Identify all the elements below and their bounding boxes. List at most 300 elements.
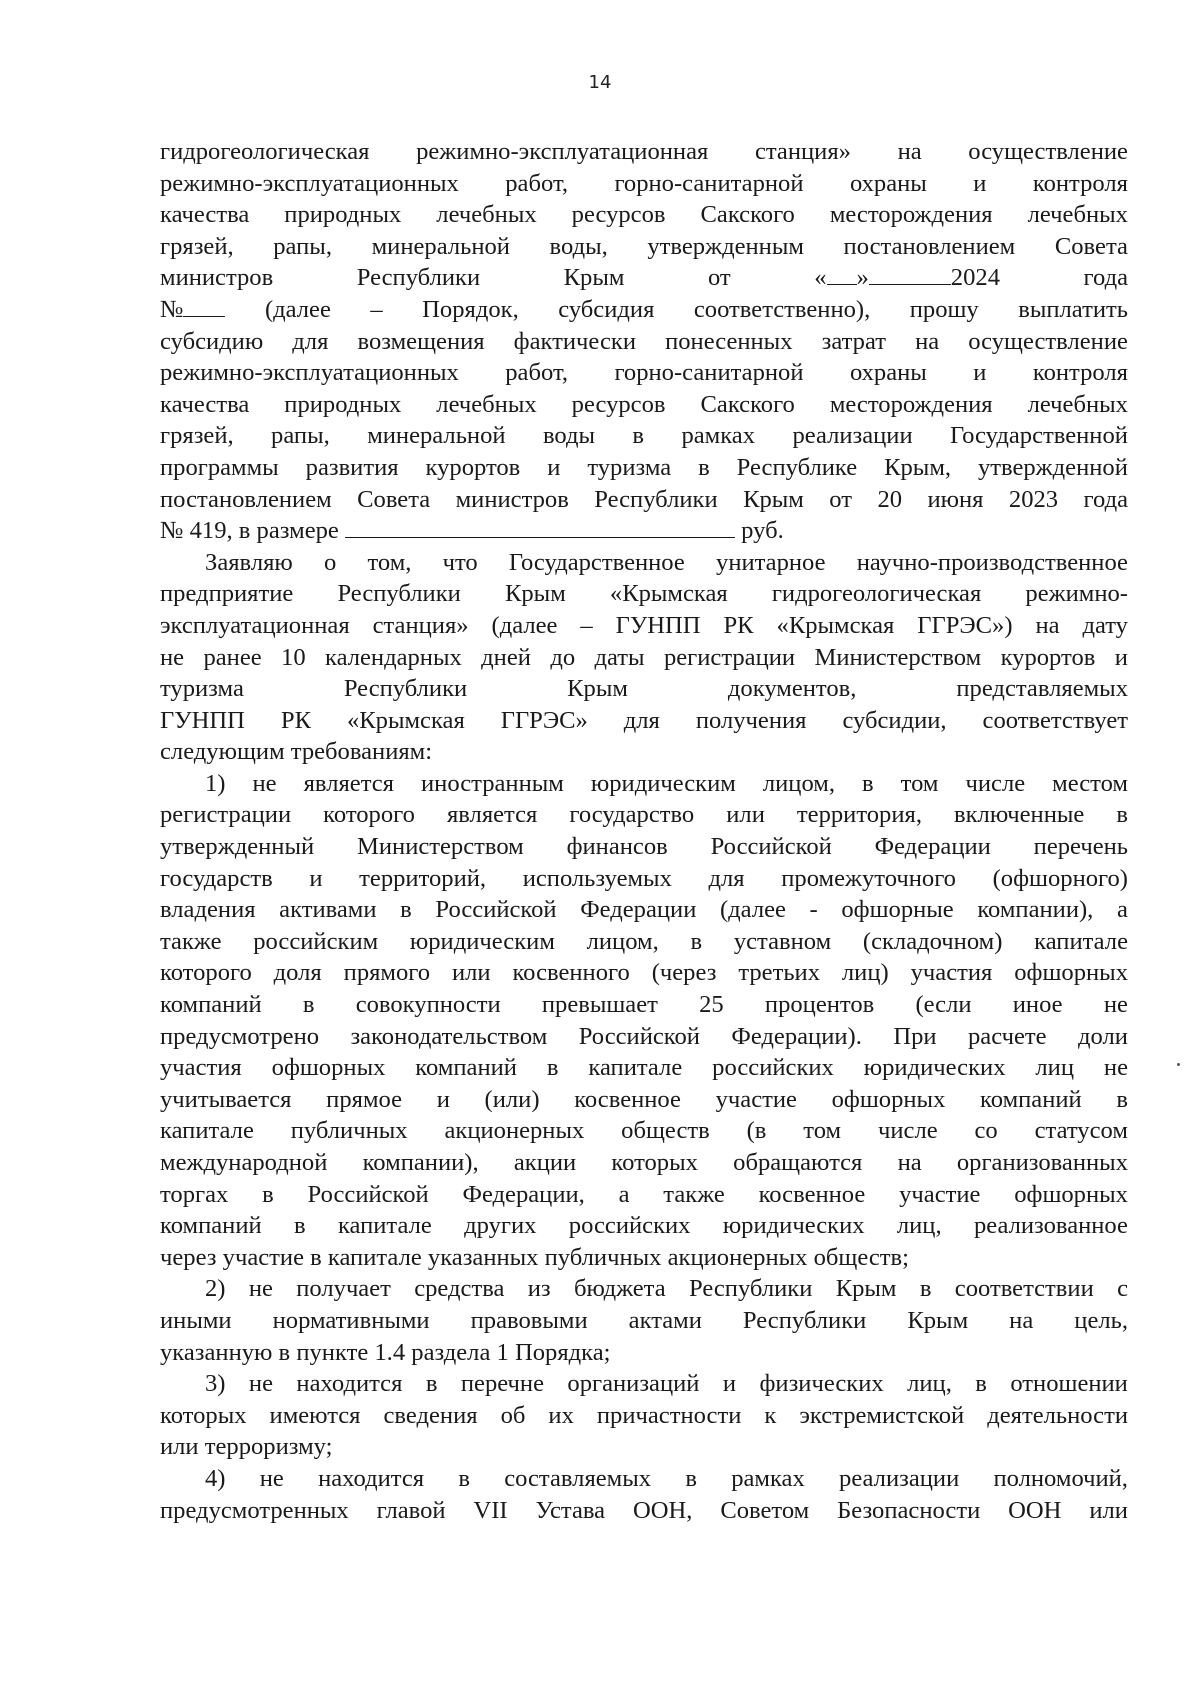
word: на	[897, 138, 922, 165]
word: календарных	[325, 643, 462, 671]
word: реализации	[839, 1464, 960, 1492]
word: рамках	[731, 1464, 805, 1492]
word: не	[259, 1464, 284, 1492]
word: соответственно),	[693, 295, 871, 323]
word: с	[1117, 1275, 1128, 1303]
word: российским	[253, 927, 379, 955]
word: дней	[481, 643, 531, 671]
word: лицом,	[586, 927, 659, 955]
word: (если	[915, 991, 972, 1019]
word: «Крымская	[776, 611, 895, 639]
word: также	[160, 927, 222, 955]
word: министров	[455, 485, 569, 513]
word: прямое	[326, 1085, 403, 1113]
word: Советом	[720, 1496, 810, 1524]
text-line	[160, 863, 1128, 895]
word: и	[436, 1085, 450, 1113]
text-line	[160, 452, 1128, 484]
text-line-number-blank	[160, 294, 1128, 326]
word: Совета	[1054, 232, 1128, 260]
word: в	[262, 1180, 274, 1208]
word: капитале	[588, 1054, 683, 1082]
text-line	[160, 357, 1128, 389]
word: государство	[569, 801, 695, 829]
word: и	[309, 864, 323, 892]
word: включенные	[954, 801, 1085, 829]
word: со	[974, 1117, 998, 1145]
word: не	[248, 1370, 273, 1398]
word: совокупности	[355, 991, 501, 1019]
word: курортов	[425, 453, 521, 481]
text-line	[160, 831, 1128, 863]
word: охраны	[849, 169, 927, 197]
word: Республики	[742, 1306, 867, 1334]
word: (складочном)	[862, 927, 1003, 955]
text-line: следующим требованиям:	[160, 738, 433, 766]
word: имеются	[269, 1401, 361, 1429]
word: 20	[877, 485, 903, 513]
word: капитале	[160, 1117, 254, 1145]
word: для	[708, 864, 745, 892]
word: на	[915, 327, 940, 355]
word: активами	[279, 896, 377, 924]
word: государств	[160, 864, 273, 892]
word: затрат	[821, 327, 886, 355]
word: дату	[1082, 611, 1128, 639]
word: -	[809, 896, 818, 924]
word: в	[302, 991, 315, 1019]
word: участие	[899, 1180, 981, 1208]
word: туризма	[587, 453, 672, 481]
word: промежуточного	[781, 864, 956, 892]
text-line	[160, 705, 1128, 737]
word: участия	[910, 959, 993, 987]
word: от	[829, 485, 853, 513]
text-line	[160, 168, 1128, 200]
word: эксплуатационная	[160, 611, 350, 639]
word: воды	[542, 422, 596, 450]
word: в	[458, 1464, 470, 1492]
word: полномочий,	[993, 1464, 1128, 1492]
word: которого	[323, 801, 415, 829]
word: При	[893, 1022, 937, 1050]
number-blank	[183, 294, 225, 317]
word: офшорных	[1014, 1180, 1128, 1208]
word: Крым	[907, 1306, 969, 1334]
word: обществ	[621, 1117, 710, 1145]
word: третьих	[738, 959, 820, 987]
text-line: через участие в капитале указанных публичных акционерных обществ;	[160, 1243, 909, 1271]
word: выплатить	[1018, 295, 1128, 323]
word: (через	[651, 959, 717, 987]
word: капитале	[1034, 927, 1128, 955]
word: акционерных	[444, 1117, 585, 1145]
word: минеральной	[367, 422, 506, 450]
word: режимно-эксплуатационных	[160, 359, 459, 387]
word: иное	[1012, 991, 1063, 1019]
word: компаний	[160, 991, 262, 1019]
word: субсидия	[558, 295, 655, 323]
word: находится	[318, 1464, 425, 1492]
text-line	[160, 1463, 1128, 1495]
text-line	[160, 1052, 1128, 1084]
word: средства	[414, 1275, 505, 1303]
word: прямого	[343, 959, 431, 987]
word: ресурсов	[571, 201, 666, 229]
word: министров	[160, 264, 274, 292]
word: утвержденным	[647, 232, 804, 260]
text-line	[160, 1495, 1128, 1527]
word: Безопасности	[837, 1496, 981, 1524]
word: 3)	[205, 1370, 226, 1398]
word: и	[722, 1370, 737, 1398]
word: гидрогеологическая	[160, 138, 370, 165]
word: документов,	[727, 675, 857, 703]
word: в	[1116, 1085, 1128, 1113]
word: соответствии	[954, 1275, 1094, 1303]
word: также	[663, 1180, 725, 1208]
word: месторождения	[829, 201, 993, 229]
word: Порядок,	[422, 295, 519, 323]
word: находится	[296, 1370, 403, 1398]
word: офшорных	[1014, 959, 1128, 987]
word: Республики	[343, 675, 468, 703]
word: получает	[296, 1275, 391, 1303]
word: контроля	[1032, 359, 1128, 387]
text-line	[160, 1210, 1128, 1242]
word: Крым	[563, 264, 625, 292]
word: курортов	[1000, 643, 1096, 671]
word: отношении	[1010, 1370, 1128, 1398]
word: статусом	[1034, 1117, 1128, 1145]
word: Республики	[337, 580, 461, 608]
text-line	[160, 1179, 1128, 1211]
text-line	[160, 1021, 1128, 1053]
word: организаций	[567, 1370, 700, 1398]
word: Республики	[594, 485, 718, 513]
word: что	[442, 548, 478, 576]
word: превышает	[541, 991, 658, 1019]
word: Крым	[743, 485, 804, 513]
text-line	[160, 578, 1128, 610]
text-line	[160, 926, 1128, 958]
text-line: указанную в пункте 1.4 раздела 1 Порядка;	[160, 1338, 611, 1366]
word: в	[425, 1370, 438, 1398]
word: косвенное	[758, 1180, 866, 1208]
word: 2023	[1008, 485, 1059, 513]
text-line	[160, 326, 1128, 358]
word: офшорные	[841, 896, 954, 924]
word: на	[1035, 611, 1060, 639]
word: контроля	[1032, 169, 1128, 197]
word: ранее	[203, 643, 262, 671]
word: 4)	[205, 1464, 226, 1492]
word: Устава	[535, 1496, 606, 1524]
word: является	[446, 801, 538, 829]
word: том,	[367, 548, 412, 576]
word: законодательством	[350, 1022, 548, 1050]
word: 1)	[205, 769, 226, 797]
word: природных	[284, 201, 402, 229]
text-line	[160, 642, 1128, 674]
word: Министерством	[357, 833, 524, 861]
month-blank	[869, 262, 951, 285]
word: постановлением	[160, 485, 332, 513]
word: в	[1116, 801, 1128, 829]
year: 2024	[950, 264, 1000, 292]
word: офшорных	[271, 1054, 386, 1082]
word: научно-производственное	[856, 548, 1128, 576]
word: Федерации	[874, 833, 991, 861]
word: лицом,	[762, 769, 836, 797]
word: регистрации	[160, 801, 292, 829]
word: развития	[305, 453, 399, 481]
word: публичных	[290, 1117, 408, 1145]
word: работ,	[505, 169, 568, 197]
word: предприятие	[160, 580, 294, 608]
word: их	[548, 1401, 574, 1429]
word: минеральной	[371, 232, 510, 260]
word: регистрации	[663, 643, 796, 671]
word: предусмотренных	[160, 1496, 349, 1524]
word: территория,	[796, 801, 922, 829]
word: для	[292, 327, 329, 355]
word: юридических	[863, 1054, 1006, 1082]
word: которых	[160, 1401, 247, 1429]
amount-blank	[345, 515, 735, 538]
word: Крым	[567, 675, 628, 703]
word: том	[803, 1117, 842, 1145]
word: ГУНПП	[160, 706, 245, 734]
word: на	[897, 1149, 922, 1176]
word: программы	[160, 453, 279, 481]
word: участия	[160, 1054, 242, 1082]
word: которых	[611, 1149, 698, 1176]
word: возмещения	[357, 327, 485, 355]
word: Федерации	[580, 896, 697, 924]
word: физических	[759, 1370, 884, 1398]
word: ООН	[1008, 1496, 1062, 1524]
word: рамках	[681, 422, 756, 450]
word: ГГРЭС»)	[917, 611, 1013, 639]
word: в	[293, 1212, 306, 1240]
word: ресурсов	[571, 390, 666, 418]
word: Российской	[710, 833, 832, 861]
word: российских	[712, 1054, 834, 1082]
word: лечебных	[436, 390, 537, 418]
word: режимно-	[1025, 580, 1128, 608]
word: субсидии,	[842, 706, 947, 734]
word: Российской	[578, 1022, 700, 1050]
word: (далее	[719, 896, 786, 924]
word: а	[618, 1180, 630, 1208]
word: или	[726, 801, 765, 829]
word: станция»	[372, 611, 469, 639]
word: лиц,	[907, 1370, 952, 1398]
word: реализованное	[973, 1212, 1128, 1240]
word: компаний	[415, 1054, 517, 1082]
word: понесенных	[665, 327, 793, 355]
word: международной	[160, 1149, 328, 1176]
word: даты	[594, 643, 645, 671]
word: а	[1116, 896, 1128, 924]
word: нормативными	[272, 1306, 430, 1334]
word: Федерации).	[731, 1022, 862, 1050]
word: года	[1083, 264, 1128, 292]
word: (или)	[484, 1085, 540, 1113]
word: режимно-эксплуатационных	[160, 169, 459, 197]
word: иностранным	[421, 769, 564, 797]
word: Крым	[504, 580, 566, 608]
text-line	[160, 389, 1128, 421]
word: сведения	[383, 1401, 478, 1429]
word: рапы,	[273, 232, 332, 260]
word: в	[690, 927, 703, 955]
word: Крым,	[884, 453, 952, 481]
word: из	[527, 1275, 551, 1303]
page-number: 14	[588, 72, 612, 93]
word: (далее	[491, 611, 558, 639]
word: финансов	[566, 833, 668, 861]
word: в	[975, 1370, 987, 1398]
word: Государственное	[508, 548, 685, 576]
word: не	[248, 1275, 273, 1303]
word: лиц	[1035, 1054, 1075, 1082]
word: Российской	[435, 896, 557, 924]
word: офшорных	[831, 1085, 946, 1113]
word: не	[252, 769, 277, 797]
word: и	[547, 453, 561, 481]
word: не	[1103, 991, 1128, 1019]
word: в	[698, 453, 710, 481]
text-line	[160, 1305, 1128, 1337]
word: осуществление	[968, 138, 1128, 165]
word: (далее	[264, 295, 331, 323]
word: юридическим	[409, 927, 555, 955]
word: горно-санитарной	[614, 169, 804, 197]
word: ГУНПП	[615, 611, 701, 639]
word: косвенное	[574, 1085, 681, 1113]
word: том	[900, 769, 939, 797]
word: 2)	[205, 1275, 226, 1303]
word: Министерством	[814, 643, 982, 671]
word: рапы,	[271, 422, 330, 450]
word: гидрогеологическая	[771, 580, 982, 608]
word: компании),	[977, 896, 1094, 924]
word: грязей,	[160, 422, 234, 450]
word: местом	[1052, 769, 1128, 797]
word: в	[862, 769, 874, 797]
word: о	[323, 548, 337, 576]
text-line	[160, 768, 1128, 800]
text-line-amount-blank: № 419, в размере руб.	[160, 517, 784, 545]
word: Республики	[356, 264, 481, 292]
word: Российской	[307, 1180, 429, 1208]
word: унитарное	[716, 548, 826, 576]
word: июня	[927, 485, 984, 513]
word: природных	[284, 390, 402, 418]
word: работ,	[505, 359, 568, 387]
word: в	[400, 896, 412, 924]
word: Государственной	[950, 422, 1128, 450]
word: постановлением	[843, 232, 1016, 260]
word: утвержденной	[977, 453, 1128, 481]
word: –	[580, 611, 593, 639]
word: станция»	[754, 138, 851, 165]
word: качества	[160, 390, 250, 418]
text-line	[160, 1273, 1128, 1305]
word: числе	[878, 1117, 938, 1145]
word: причастности	[596, 1401, 742, 1429]
word: экстремистской	[799, 1401, 965, 1429]
word: РК	[723, 611, 754, 639]
word: Республике	[736, 453, 858, 481]
word: соответствует	[982, 706, 1128, 734]
word: ООН,	[632, 1496, 693, 1524]
word: режимно-эксплуатационная	[416, 138, 709, 165]
word: участие	[715, 1085, 797, 1113]
word: торгах	[160, 1180, 229, 1208]
word: акции	[513, 1149, 577, 1176]
word: уставном	[733, 927, 832, 955]
word: Республики	[688, 1275, 813, 1303]
word: других	[464, 1212, 537, 1240]
word: туризма	[160, 675, 244, 703]
word: главой	[376, 1496, 446, 1524]
word: лечебных	[1027, 390, 1128, 418]
word: лечебных	[1027, 201, 1128, 229]
word: лиц)	[841, 959, 889, 987]
day-blank	[827, 262, 857, 285]
word: компаний	[980, 1085, 1082, 1113]
word: расчете	[968, 1022, 1047, 1050]
word: к	[764, 1401, 777, 1429]
word: представляемых	[956, 675, 1128, 703]
text-line	[160, 1115, 1128, 1147]
word: –	[370, 295, 383, 323]
word: воды,	[549, 232, 608, 260]
word: в	[919, 1275, 932, 1303]
word: и	[973, 359, 987, 387]
text-line	[160, 420, 1128, 452]
text-line	[160, 610, 1128, 642]
word: учитывается	[160, 1085, 292, 1113]
word: и	[973, 169, 987, 197]
document-body	[160, 136, 1128, 1526]
word: числе	[965, 769, 1026, 797]
text-line	[160, 199, 1128, 231]
text-line	[160, 1147, 1128, 1179]
text-line	[160, 673, 1128, 705]
text-line: или терроризму;	[160, 1433, 333, 1461]
word: от	[707, 264, 731, 292]
word: для	[623, 706, 660, 734]
word: качества	[160, 201, 250, 229]
word: «Крымская	[346, 706, 465, 734]
word: утвержденный	[160, 833, 315, 861]
word: перечень	[1033, 833, 1128, 861]
word: прошу	[909, 295, 979, 323]
word: организованных	[956, 1149, 1128, 1176]
word: цель,	[1074, 1306, 1128, 1334]
word: компаний	[160, 1212, 262, 1240]
word: обращаются	[733, 1149, 863, 1176]
word: процентов	[764, 991, 875, 1019]
word: охраны	[849, 359, 927, 387]
word: на	[1009, 1306, 1034, 1334]
word: актами	[628, 1306, 702, 1334]
text-line	[160, 799, 1128, 831]
